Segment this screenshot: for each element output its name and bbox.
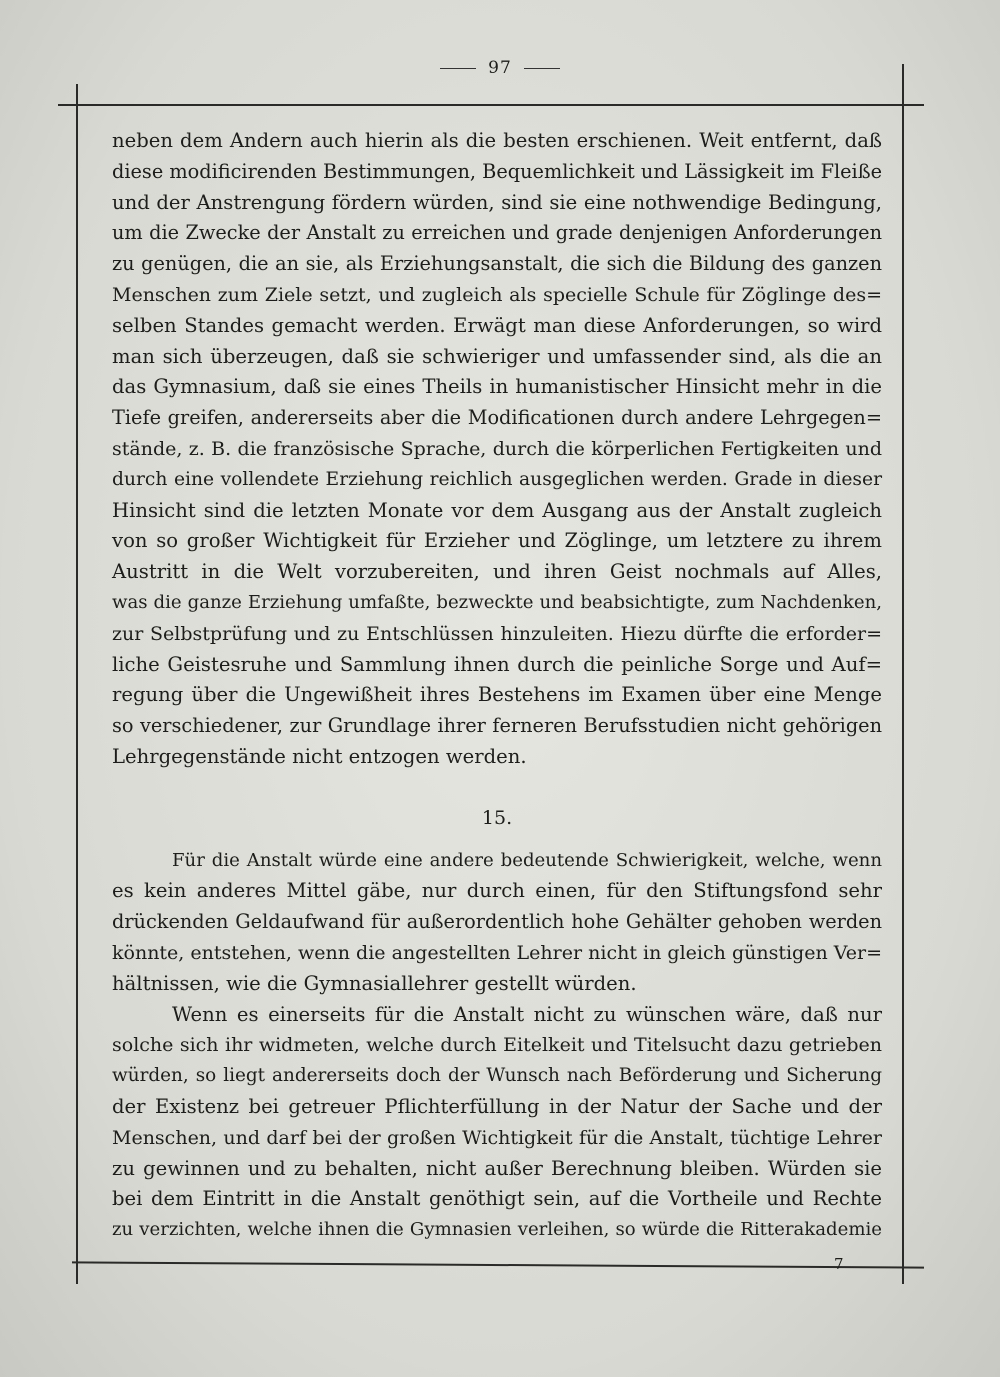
text-line: diese modificirenden Bestimmungen, Bequemlichkeit und Lässigkeit im Fleiße [112,159,882,183]
text-line: man sich überzeugen, daß sie schwieriger und umfassender sind, als die an [112,344,882,368]
text-line: zu verzichten, welche ihnen die Gymnasien verleihen, so würde die Ritterakademie [112,1219,882,1241]
text-line: um die Zwecke der Anstalt zu erreichen und grade denjenigen Anforderungen [112,221,882,245]
header-dash-left [440,68,476,69]
text-line: zu genügen, die an sie, als Erziehungsanstalt, die sich die Bildung des ganzen [112,252,882,276]
text-line: es kein anderes Mittel gäbe, nur durch einen, für den Stiftungsfond sehr [112,879,882,903]
text-line: so verschiedener, zur Grundlage ihrer ferneren Berufsstudien nicht gehörigen [112,714,882,738]
body-text [112,126,882,1246]
paragraph-15b [112,1000,882,1246]
text-line: drückenden Geldaufwand für außerordentlich hohe Gehälter gehoben werden [112,910,882,934]
text-line: was die ganze Erziehung umfaßte, bezweckte und beabsichtigte, zum Nachdenken, [112,591,882,613]
signature-mark: 7 [834,1255,844,1273]
text-line: Wenn es einerseits für die Anstalt nicht zu wünschen wäre, daß nur [172,1002,882,1026]
top-rule [58,104,924,106]
text-line: Für die Anstalt würde eine andere bedeutende Schwierigkeit, welche, wenn [172,849,882,871]
page-header [0,58,1000,78]
text-line: der Existenz bei getreuer Pflichterfüllung in der Natur der Sache und der [112,1094,882,1118]
text-line: selben Standes gemacht werden. Erwägt man diese Anforderungen, so wird [112,313,882,337]
text-line: regung über die Ungewißheit ihres Bestehens im Examen über eine Menge [112,683,882,707]
text-line: hältnissen, wie die Gymnasiallehrer gestellt würden. [112,971,637,995]
text-line: Austritt in die Welt vorzubereiten, und ihren Geist nochmals auf Alles, [112,560,882,584]
text-line: zur Selbstprüfung und zu Entschlüssen hinzuleiten. Hiezu dürfte die erforder= [112,622,882,645]
right-rule [902,64,904,1284]
text-line: zu gewinnen und zu behalten, nicht außer Berechnung bleiben. Würden sie [112,1156,882,1180]
bottom-rule [72,1261,924,1268]
header-dash-right [524,68,560,69]
page-number: 97 [488,58,512,78]
text-line: solche sich ihr widmeten, welche durch Eitelkeit und Titelsucht dazu getrieben [112,1034,882,1057]
paragraph-continued [112,126,882,773]
text-line: Menschen zum Ziele setzt, und zugleich als specielle Schule für Zöglinge des= [112,283,882,306]
text-line: von so großer Wichtigkeit für Erzieher und Zöglinge, um letztere zu ihrem [112,529,882,553]
text-line: durch eine vollendete Erziehung reichlich ausgeglichen werden. Grade in dieser [112,468,882,490]
left-rule [76,84,78,1284]
text-line: neben dem Andern auch hierin als die besten erschienen. Weit entfernt, daß [112,129,882,152]
text-line: liche Geistesruhe und Sammlung ihnen durch die peinliche Sorge und Auf= [112,652,882,676]
text-line: Hinsicht sind die letzten Monate vor dem Ausgang aus der Anstalt zugleich [112,498,882,522]
text-line: Lehrgegenstände nicht entzogen werden. [112,744,527,768]
text-line: könnte, entstehen, wenn die angestellten Lehrer nicht in gleich günstigen Ver= [112,941,882,964]
text-line: stände, z. B. die französische Sprache, durch die körperlichen Fertigkeiten und [112,437,882,460]
text-line: Menschen, und darf bei der großen Wichtigkeit für die Anstalt, tüchtige Lehrer [112,1126,882,1149]
text-line: bei dem Eintritt in die Anstalt genöthigt sein, auf die Vortheile und Rechte [112,1187,882,1211]
text-line: Tiefe greifen, andererseits aber die Modificationen durch andere Lehrgegen= [112,406,882,430]
text-line: und der Anstrengung fördern würden, sind sie eine nothwendige Bedingung, [112,190,882,214]
paragraph-15a [112,846,882,1000]
text-line: das Gymnasium, daß sie eines Theils in humanistischer Hinsicht mehr in die [112,375,882,399]
section-number: 15. [481,806,513,829]
text-line: würden, so liegt andererseits doch der Wunsch nach Beförderung und Sicherung [112,1065,882,1087]
